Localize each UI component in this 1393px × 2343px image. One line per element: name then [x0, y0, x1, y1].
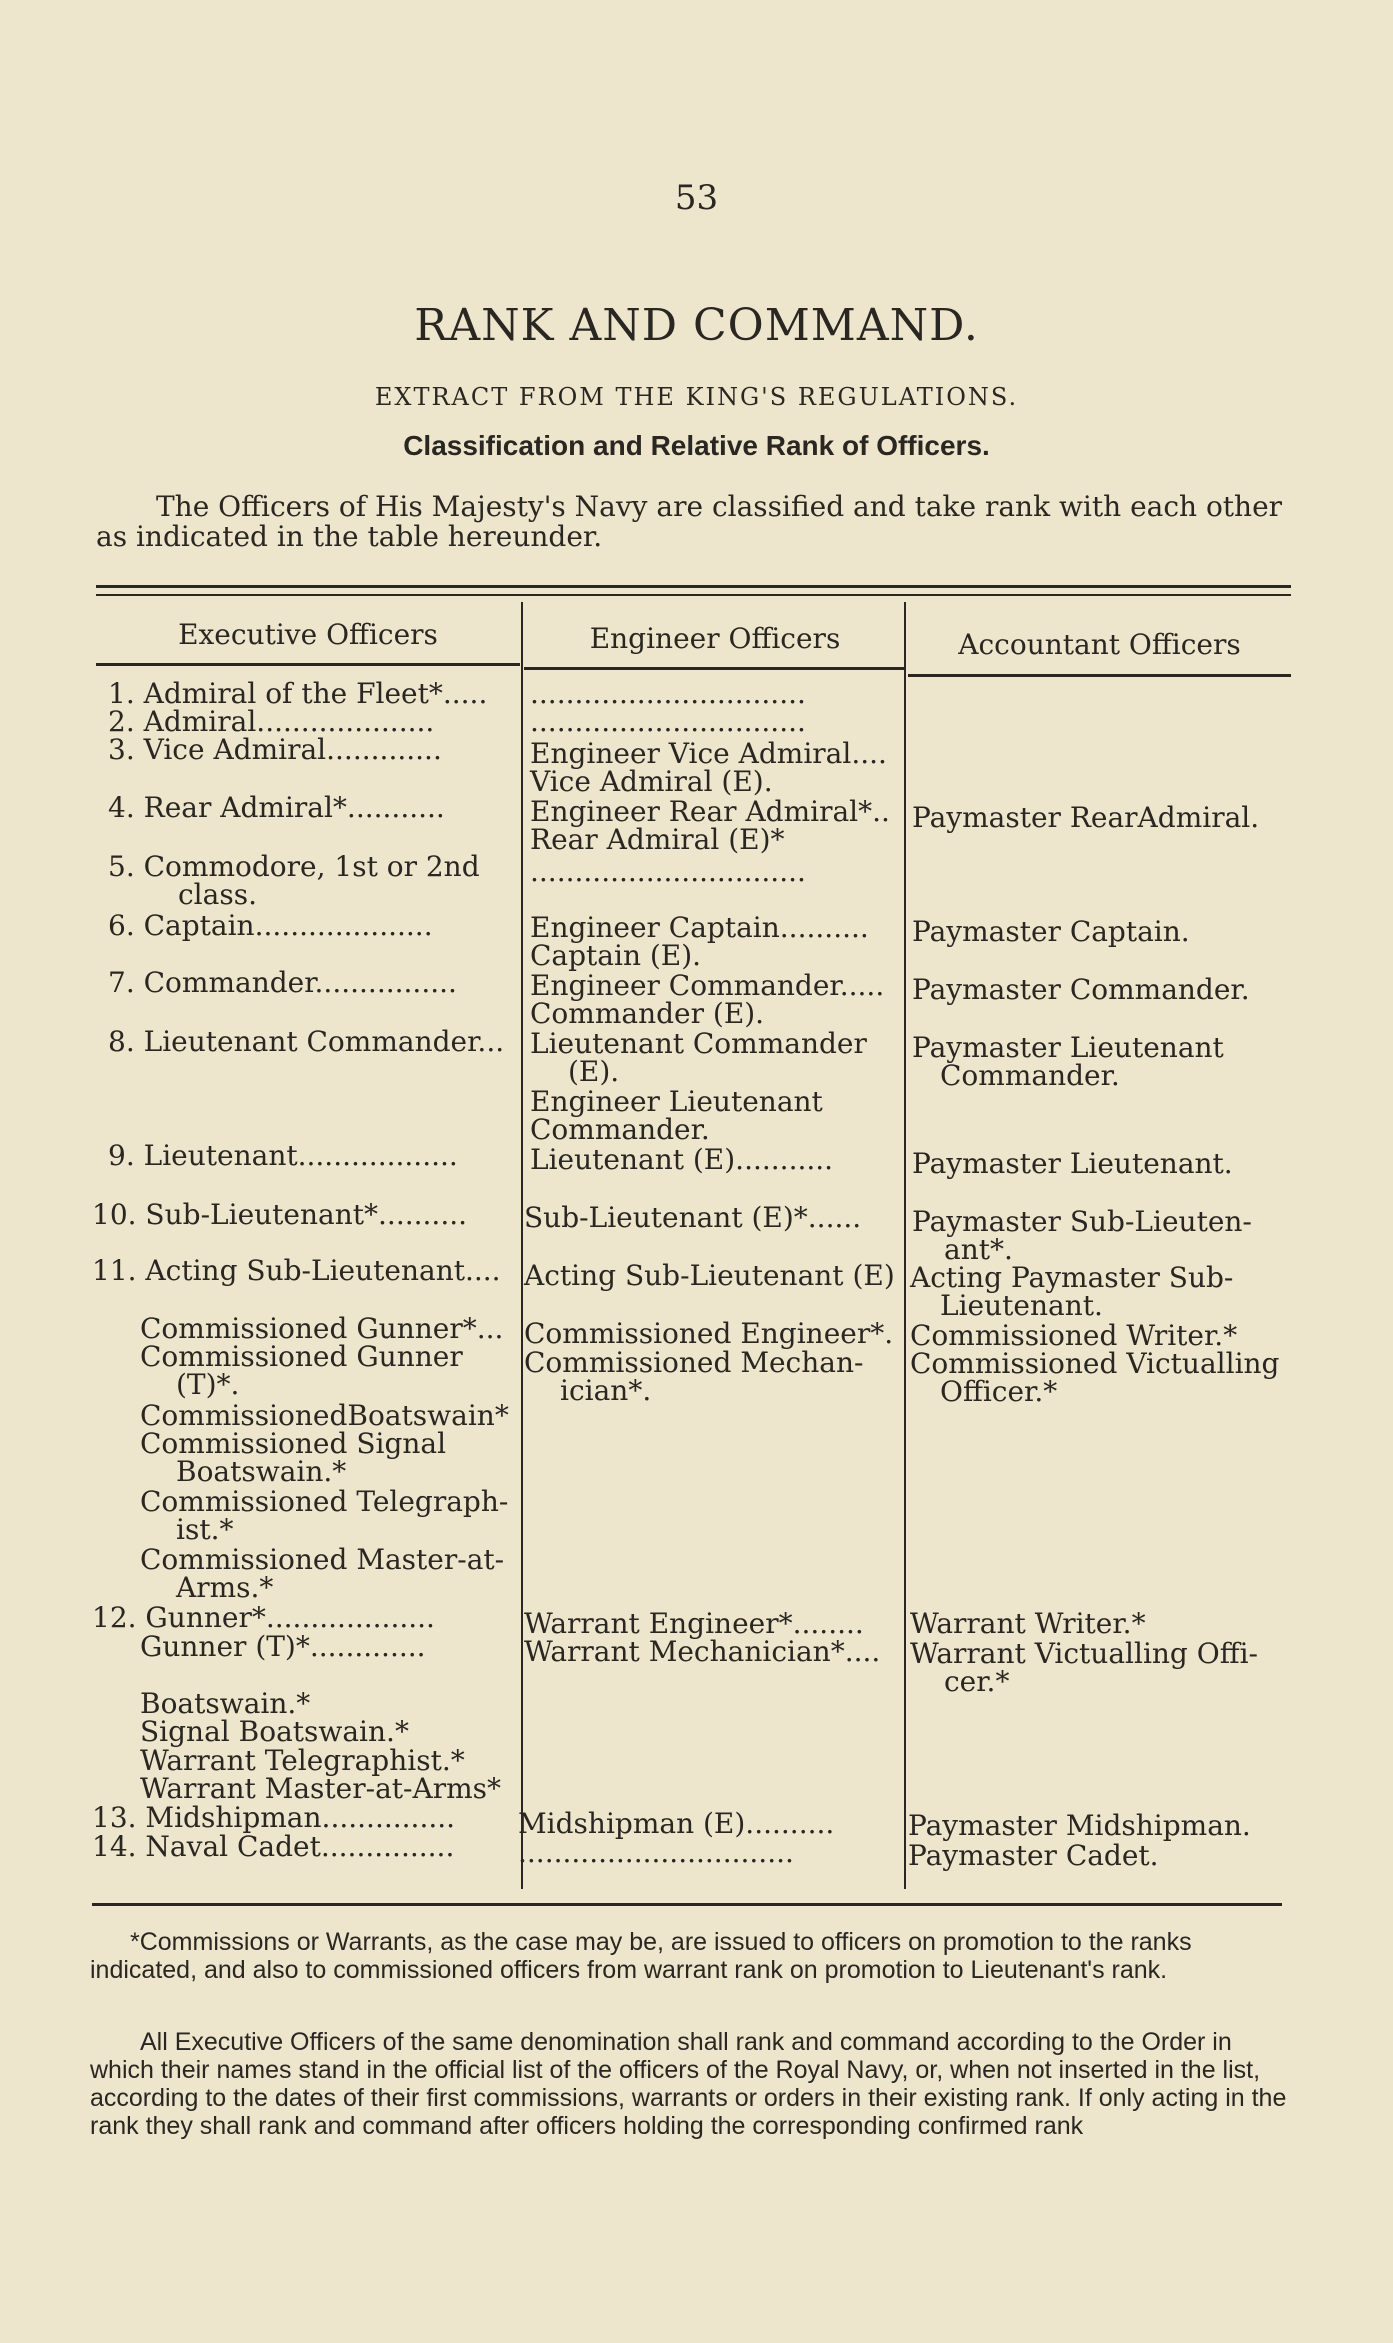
exec-warrant-3: Warrant Telegraphist.* [140, 1744, 465, 1777]
header-underline-executive [96, 663, 520, 666]
exec-commissioned-6: Commissioned Master-at- [140, 1543, 505, 1576]
exec-row-11: 11. Acting Sub-Lieutenant.... [92, 1254, 501, 1287]
column-header-accountant: Accountant Officers [958, 628, 1241, 661]
eng-row-6-alt: Captain (E). [530, 939, 702, 972]
exec-commissioned-1: Commissioned Gunner*... [140, 1312, 504, 1345]
exec-commissioned-3: CommissionedBoatswain* [140, 1399, 509, 1432]
exec-row-3: 3. Vice Admiral............. [108, 733, 442, 766]
eng-row-5: ............................... [530, 855, 806, 888]
eng-row-8-cont: (E). [568, 1055, 620, 1088]
eng-row-12b: Warrant Mechanician*.... [524, 1635, 881, 1668]
eng-row-13: Midshipman (E).......... [518, 1807, 835, 1840]
eng-row-2: ............................... [530, 705, 806, 738]
exec-commissioned-2-cont: (T)*. [176, 1368, 240, 1401]
eng-commissioned-1: Commissioned Engineer*. [524, 1317, 894, 1350]
acc-row-9: Paymaster Lieutenant. [912, 1147, 1233, 1180]
column-header-engineer: Engineer Officers [589, 622, 841, 655]
acc-row-14: Paymaster Cadet. [908, 1839, 1159, 1872]
eng-row-9: Lieutenant (E)........... [530, 1143, 834, 1176]
exec-row-5-cont: class. [178, 878, 257, 911]
eng-row-3-alt: Vice Admiral (E). [530, 765, 773, 798]
exec-commissioned-4-cont: Boatswain.* [176, 1455, 347, 1488]
exec-row-10: 10. Sub-Lieutenant*.......... [92, 1198, 468, 1231]
acc-row-8-cont: Commander. [940, 1059, 1120, 1092]
acc-row-12b-cont: cer.* [944, 1665, 1010, 1698]
eng-row-12: Warrant Engineer*........ [524, 1607, 864, 1640]
exec-row-9: 9. Lieutenant.................. [108, 1139, 458, 1172]
exec-row-4: 4. Rear Admiral*........... [108, 791, 445, 824]
column-divider-2 [904, 602, 906, 1889]
exec-warrant-2: Signal Boatswain.* [140, 1715, 409, 1748]
acc-row-11: Acting Paymaster Sub- [910, 1261, 1234, 1294]
page-title: RANK AND COMMAND. [414, 300, 979, 351]
acc-row-4: Paymaster RearAdmiral. [912, 801, 1260, 834]
acc-row-11-cont: Lieutenant. [940, 1289, 1103, 1322]
exec-commissioned-4: Commissioned Signal [140, 1427, 447, 1460]
body-paragraph: All Executive Officers of the same denomination shall rank and command according to the Order in which their names stand in the official list of the officers of the Royal Navy, or, when not inserted in the list, according to the dates of their first commissions, warrants or orders in their existing rank. If only acting in the rank they shall rank and command after officers holding the corresponding confirmed rank [90, 2028, 1287, 2140]
acc-commissioned-1: Commissioned Writer.* [910, 1319, 1238, 1352]
eng-row-8-alt-cont: Commander. [530, 1113, 710, 1146]
eng-commissioned-2-cont: ician*. [560, 1374, 652, 1407]
eng-row-3: Engineer Vice Admiral.... [530, 737, 887, 770]
header-underline-accountant [908, 674, 1291, 677]
section-heading: Classification and Relative Rank of Officers. [403, 430, 990, 461]
table-top-rule [96, 585, 1291, 588]
eng-row-4-alt: Rear Admiral (E)* [530, 823, 785, 856]
exec-commissioned-5-cont: ist.* [176, 1513, 234, 1546]
acc-commissioned-2: Commissioned Victualling [910, 1347, 1280, 1380]
eng-commissioned-2: Commissioned Mechan- [524, 1346, 864, 1379]
exec-row-7: 7. Commander................ [108, 966, 457, 999]
eng-row-1: ............................... [530, 677, 806, 710]
acc-row-13: Paymaster Midshipman. [908, 1809, 1251, 1842]
acc-row-10-cont: ant*. [944, 1233, 1013, 1266]
exec-row-14: 14. Naval Cadet............... [92, 1830, 455, 1863]
eng-row-10: Sub-Lieutenant (E)*...... [524, 1201, 862, 1234]
table-bottom-rule [92, 1903, 1282, 1906]
exec-commissioned-2: Commissioned Gunner [140, 1340, 463, 1373]
acc-row-6: Paymaster Captain. [912, 915, 1190, 948]
eng-row-6: Engineer Captain.......... [530, 911, 869, 944]
acc-row-7: Paymaster Commander. [912, 973, 1250, 1006]
exec-row-2: 2. Admiral.................... [108, 705, 435, 738]
exec-warrant-1: Boatswain.* [140, 1687, 311, 1720]
eng-row-11: Acting Sub-Lieutenant (E) [524, 1259, 895, 1292]
eng-row-7-alt: Commander (E). [530, 997, 765, 1030]
exec-row-8: 8. Lieutenant Commander... [108, 1025, 505, 1058]
acc-row-12b: Warrant Victualling Offi- [910, 1637, 1259, 1670]
acc-row-12: Warrant Writer.* [910, 1607, 1146, 1640]
exec-row-12b: Gunner (T)*............. [140, 1630, 426, 1663]
page-number: 53 [674, 178, 719, 218]
exec-commissioned-6-cont: Arms.* [176, 1571, 274, 1604]
header-underline-engineer [524, 667, 906, 670]
intro-paragraph: The Officers of His Majesty's Navy are classified and take rank with each other as indicated in the table hereunder. [96, 490, 1283, 553]
acc-row-8: Paymaster Lieutenant [912, 1031, 1224, 1064]
column-header-executive: Executive Officers [178, 618, 438, 651]
table-top-rule-2 [96, 594, 1291, 596]
footnote: *Commissions or Warrants, as the case may be, are issued to officers on promotion to the ranks indicated, and also to commissioned officers from warrant rank on promotion to Lieutenant's rank. [90, 1928, 1192, 1984]
exec-row-5: 5. Commodore, 1st or 2nd [108, 850, 480, 883]
exec-row-12: 12. Gunner*................... [92, 1601, 435, 1634]
exec-row-1: 1. Admiral of the Fleet*..... [108, 677, 488, 710]
acc-commissioned-2-cont: Officer.* [940, 1375, 1058, 1408]
exec-row-13: 13. Midshipman............... [92, 1801, 456, 1834]
subtitle: EXTRACT FROM THE KING'S REGULATIONS. [374, 383, 1019, 411]
eng-row-4: Engineer Rear Admiral*.. [530, 795, 890, 828]
exec-warrant-4: Warrant Master-at-Arms* [140, 1772, 502, 1805]
acc-row-10: Paymaster Sub-Lieuten- [912, 1205, 1252, 1238]
eng-row-8-alt: Engineer Lieutenant [530, 1085, 823, 1118]
column-divider-1 [521, 602, 523, 1889]
exec-commissioned-5: Commissioned Telegraph- [140, 1485, 509, 1518]
eng-row-14: ............................... [518, 1836, 794, 1869]
exec-row-6: 6. Captain.................... [108, 909, 433, 942]
eng-row-8: Lieutenant Commander [530, 1027, 867, 1060]
eng-row-7: Engineer Commander..... [530, 969, 885, 1002]
